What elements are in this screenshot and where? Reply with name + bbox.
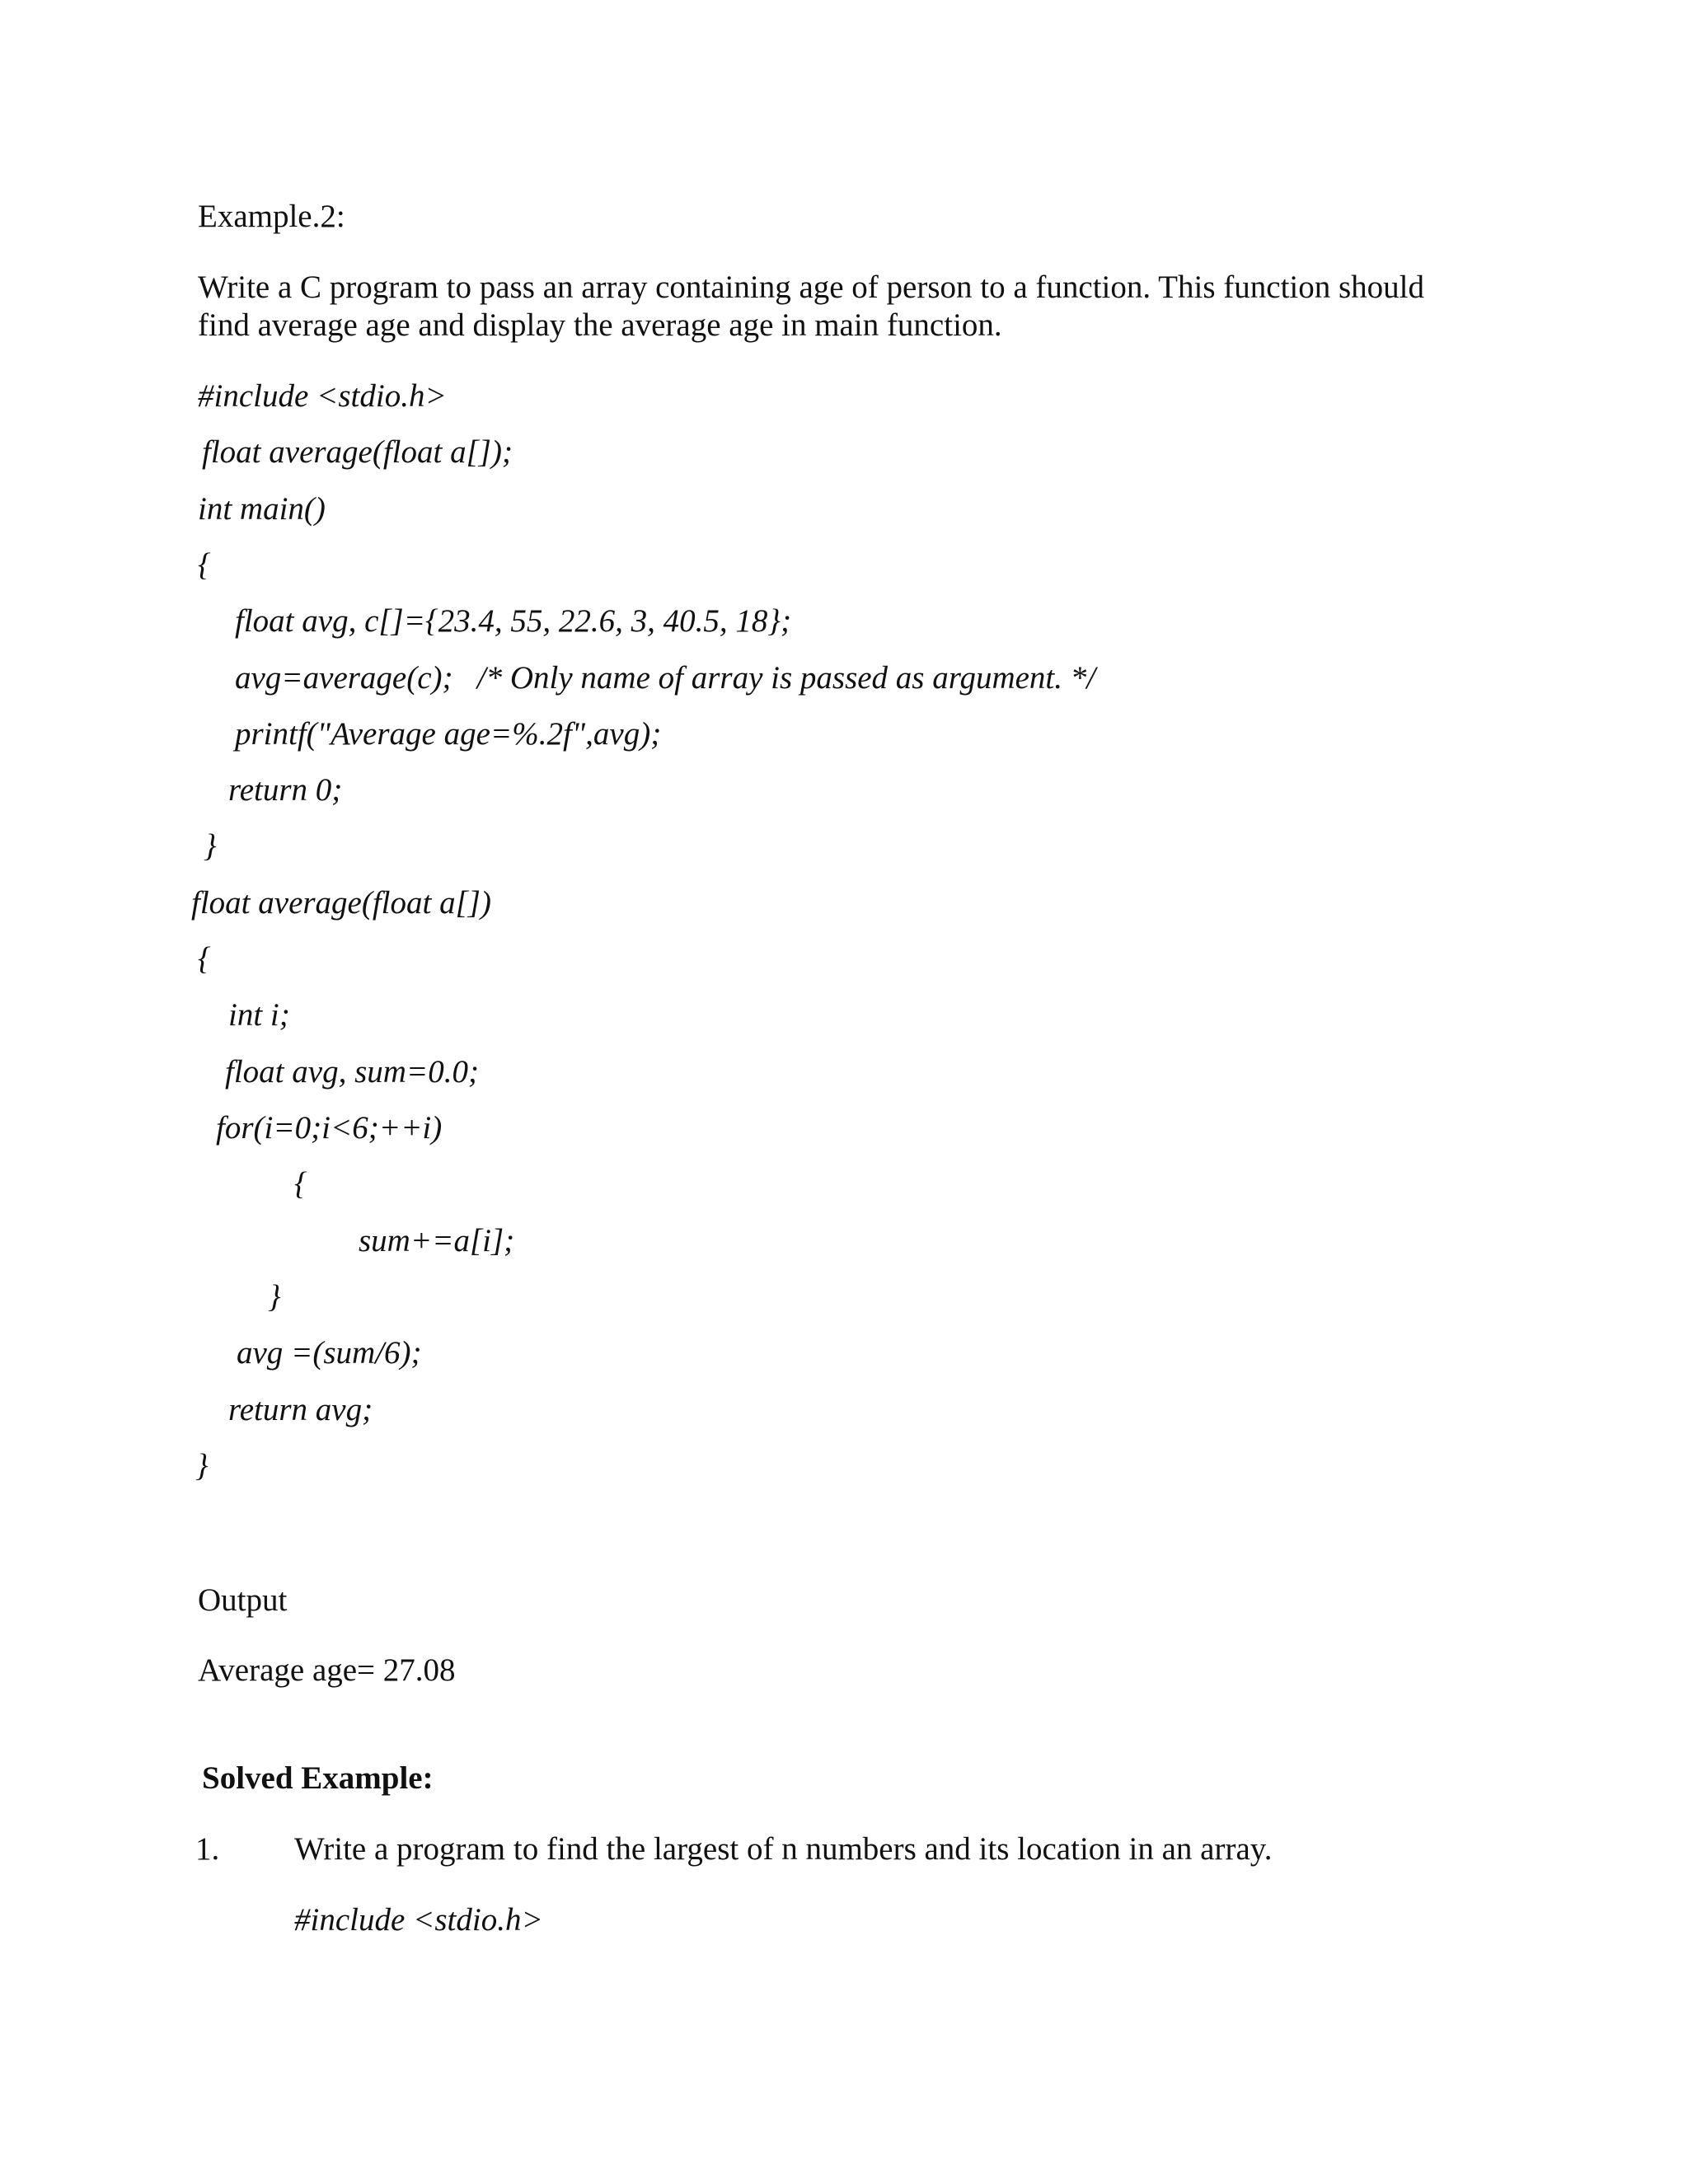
code-line: sum+=a[i]; — [359, 1223, 515, 1258]
code-line: return avg; — [228, 1392, 373, 1427]
code-line: } — [204, 828, 217, 864]
code-line: { — [294, 1166, 307, 1202]
code-line: int i; — [228, 997, 290, 1033]
code-line: { — [198, 941, 211, 977]
code-line: #include <stdio.h> — [294, 1902, 543, 1938]
code-line: return 0; — [228, 772, 343, 808]
code-line: int main() — [198, 491, 326, 527]
example-heading: Example.2: — [198, 199, 345, 234]
code-line: } — [195, 1448, 209, 1483]
list-item-text: Write a program to find the largest of n numbers and its location in an array. — [294, 1831, 1273, 1867]
code-line: avg =(sum/6); — [237, 1335, 422, 1371]
code-line: { — [198, 547, 211, 583]
code-line: printf("Average age=%.2f",avg); — [235, 716, 662, 752]
code-line: } — [268, 1279, 281, 1315]
code-line: float average(float a[]) — [191, 885, 491, 921]
problem-statement — [198, 269, 1484, 344]
output-heading: Output — [198, 1582, 288, 1618]
code-line: for(i=0;i<6;++i) — [216, 1110, 443, 1146]
code-line: float avg, sum=0.0; — [225, 1054, 479, 1090]
problem-line-2: find average age and display the average age in main function. — [198, 307, 1002, 343]
code-line: avg=average(c); /* Only name of array is passed as argument. */ — [235, 660, 1096, 696]
solved-heading: Solved Example: — [202, 1760, 434, 1796]
code-line: float average(float a[]); — [202, 434, 513, 470]
code-line: #include <stdio.h> — [198, 378, 447, 414]
output-value: Average age= 27.08 — [198, 1652, 456, 1688]
code-line: float avg, c[]={23.4, 55, 22.6, 3, 40.5, 18}; — [235, 603, 791, 639]
list-number: 1. — [195, 1831, 220, 1867]
problem-line-1: Write a C program to pass an array containing age of person to a function. This function should — [198, 269, 1424, 305]
